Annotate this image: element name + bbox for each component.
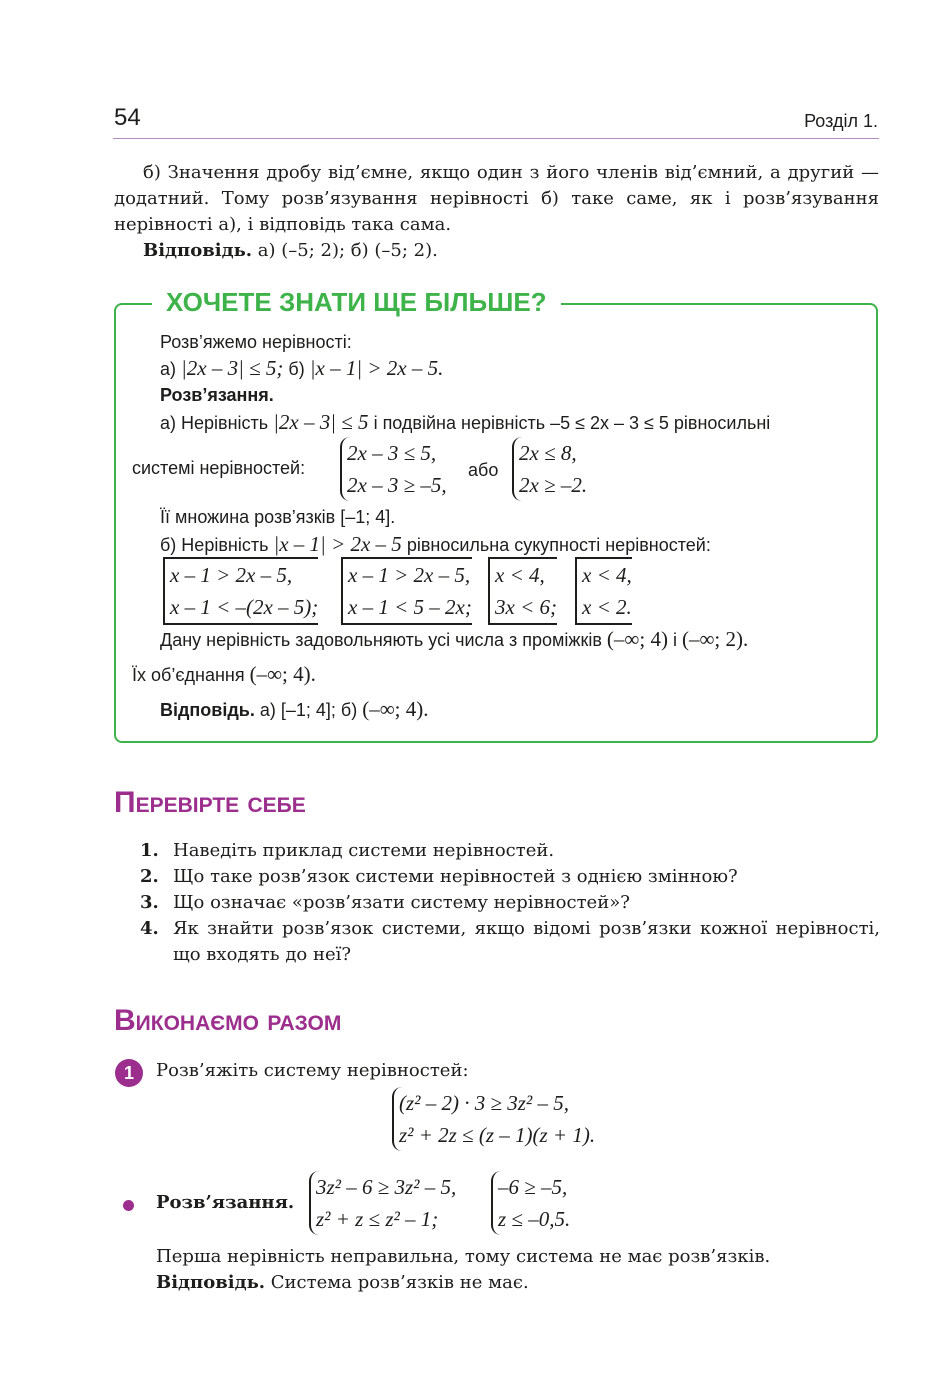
box-line2-b-expr: |x – 1| > 2x – 5. [309,356,444,380]
box-line8-and: і [667,630,682,650]
solution-system-2 [491,1171,570,1235]
know-more-title: ХОЧЕТЕ ЗНАТИ ЩЕ БІЛЬШЕ? [152,287,561,318]
intro-answer [114,238,879,264]
system-2 [512,437,587,501]
box-line-7 [160,532,711,557]
question-number: 1. [140,840,159,861]
box-line8-interval-2: (–∞; 2). [681,627,749,651]
box-line4-post: і подвійна нерівність –5 ≤ 2x – 3 ≤ 5 рівносильні [368,413,771,433]
box-line9-expr: (–∞; 4). [249,662,316,686]
question-text: Як знайти розв’язок системи, якщо відомі розв’язки кожної нерівності, що входять до неї? [173,918,880,965]
question-item [140,916,880,968]
collection-4-row-2: x < 2. [582,595,632,619]
collection-4 [575,557,632,625]
box-answer-text: а) [–1; 4]; б) [254,700,363,720]
together-answer-text: Система розв’язків не має. [265,1272,529,1293]
box-line8-interval-1: (–∞; 4) [606,627,668,651]
question-item [140,838,880,864]
box-answer [160,697,429,722]
system-2-row-1: 2x ≤ 8, [519,441,577,465]
bullet-dot [123,1200,134,1211]
box-line-4 [160,410,770,435]
box-line4-pre: а) Нерівність [160,413,274,433]
box-line4-expr: |2x – 3| ≤ 5 [273,410,369,434]
box-line8-pre: Дану нерівність задовольняють усі числа з проміжків [160,630,607,650]
box-line-8 [160,627,748,652]
question-number: 3. [140,892,159,913]
solution-system-2-row-2: z ≤ –0,5. [498,1207,571,1231]
intro-answer-label: Відповідь. [143,240,253,261]
collection-3-row-2: 3x < 6; [495,595,557,619]
box-line-1: Розв’яжемо нерівності: [160,332,352,352]
conclusion-block [156,1244,770,1296]
solution-system-1-row-2: z² + z ≤ z² – 1; [316,1207,439,1231]
question-item [140,864,880,890]
together-answer-label: Відповідь. [156,1272,266,1293]
check-yourself-title: Перевірте себе [114,786,306,819]
box-line7-pre: б) Нерівність [160,535,274,555]
collection-1-row-2: x – 1 < –(2x – 5); [170,595,319,619]
header-rule [113,138,879,139]
box-line-9 [132,662,316,687]
system-1 [340,437,447,501]
together-title: Виконаємо разом [114,1004,342,1037]
box-answer-label: Відповідь. [160,700,255,720]
box-line9-pre: Їх об’єднання [132,665,250,685]
box-line-2 [160,356,443,381]
collection-3 [488,557,557,625]
collection-3-row-1: x < 4, [495,563,545,587]
collection-1 [163,557,318,625]
collection-2-row-1: x – 1 > 2x – 5, [348,563,471,587]
question-number: 4. [140,918,159,939]
intro-paragraph [114,160,879,264]
question-text: Що означає «розв’язати систему нерівностей»? [173,892,630,913]
box-answer-expr: (–∞; 4). [362,697,429,721]
question-text: Що таке розв’язок системи нерівностей з однією змінною? [173,866,738,887]
solution-label: Розв’язання. [156,1192,295,1213]
box-line5-or: або [468,460,499,480]
questions-list [140,838,880,968]
task-number-badge: 1 [115,1059,143,1087]
task-text: Розв’яжіть систему нерівностей: [156,1060,469,1081]
question-number: 2. [140,866,159,887]
solution-system-1 [309,1171,456,1235]
intro-answer-text: а) (–5; 2); б) (–5; 2). [252,240,438,261]
box-line2-b: б) [283,359,310,379]
box-line2-a: а) [160,359,182,379]
task-system-row-2: z² + 2z ≤ (z – 1)(z + 1). [399,1123,596,1147]
box-line2-a-expr: |2x – 3| ≤ 5; [181,356,284,380]
page-number: 54 [114,104,141,131]
collection-2 [341,557,472,625]
collection-2-row-2: x – 1 < 5 – 2x; [348,595,472,619]
solution-system-2-row-1: –6 ≥ –5, [498,1175,568,1199]
system-1-row-1: 2x – 3 ≤ 5, [347,441,437,465]
task-system-row-1: (z² – 2) · 3 ≥ 3z² – 5, [399,1091,569,1115]
section-label: Розділ 1. [804,111,878,131]
together-answer [156,1270,770,1296]
system-1-row-2: 2x – 3 ≥ –5, [347,473,447,497]
box-line-6: Її множина розв’язків [–1; 4]. [160,507,396,527]
solution-system-1-row-1: 3z² – 6 ≥ 3z² – 5, [316,1175,457,1199]
question-item [140,890,880,916]
box-line7-post: рівносильна сукупності нерівностей: [401,535,711,555]
box-line7-expr: |x – 1| > 2x – 5 [273,532,402,556]
collection-1-row-1: x – 1 > 2x – 5, [170,563,293,587]
box-line5-pre: системі нерівностей: [132,458,306,478]
collection-4-row-1: x < 4, [582,563,632,587]
task-system [392,1087,595,1151]
question-text: Наведіть приклад системи нерівностей. [173,840,555,861]
conclusion-text: Перша нерівність неправильна, тому система не має розв’язків. [156,1246,771,1267]
box-solution-label: Розв’язання. [160,385,274,405]
intro-text-b: б) Значення дробу від’ємне, якщо один з його членів від’ємний, а другий — додатний. Тому розв’язування нерівності б) таке саме, як і розв’язування нерівності а), і відповідь така сама. [114,162,879,235]
system-2-row-2: 2x ≥ –2. [519,473,588,497]
